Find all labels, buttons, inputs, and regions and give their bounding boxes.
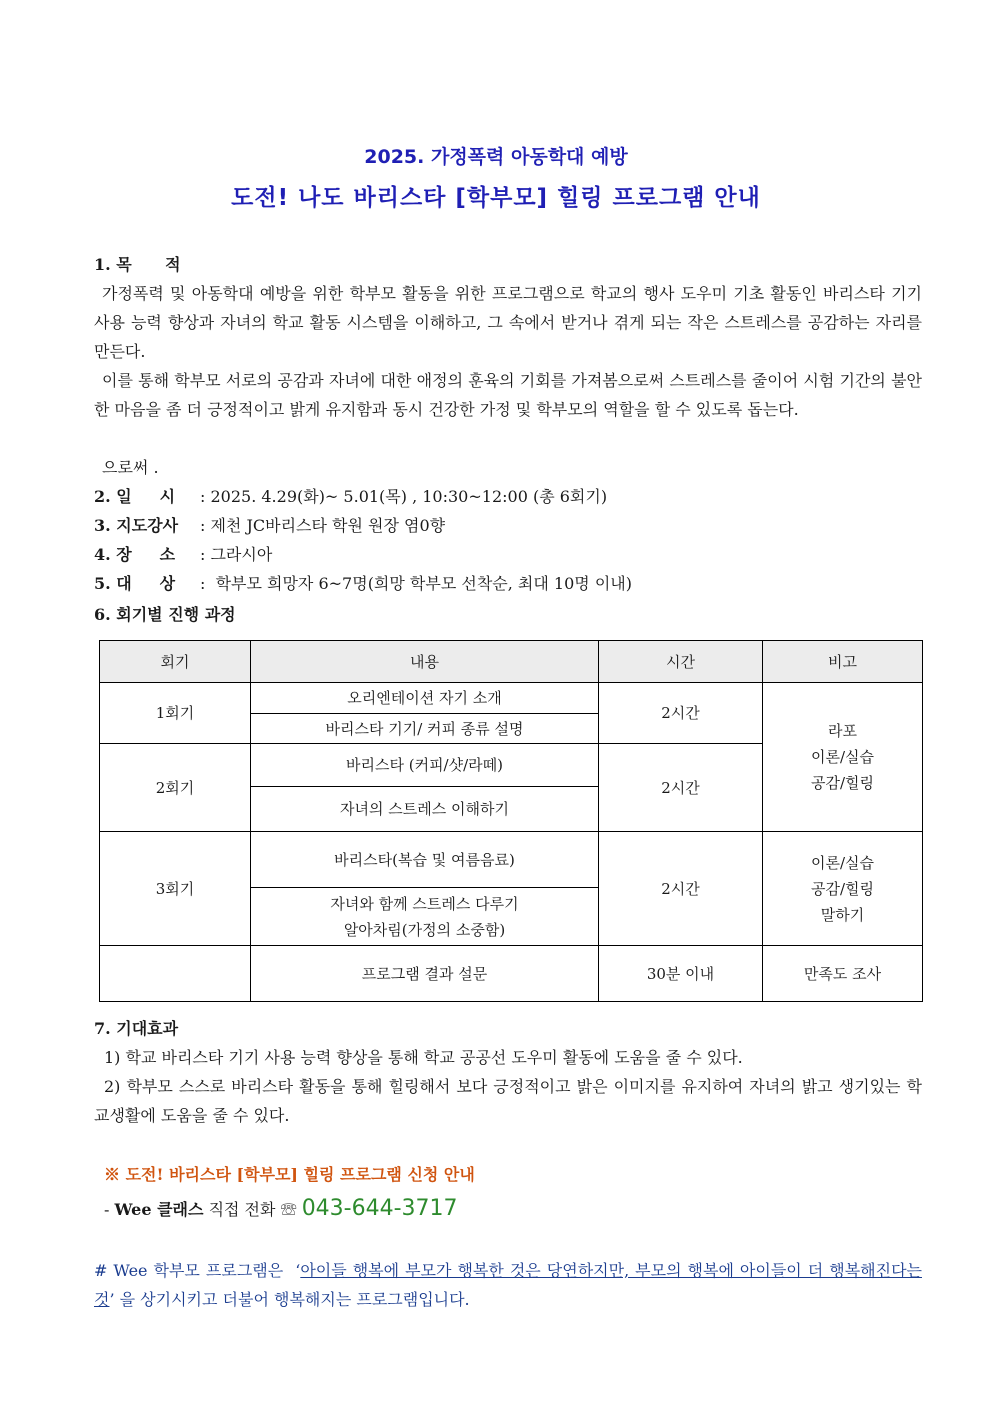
note-line: 라포 bbox=[828, 722, 857, 740]
time-cell: 30분 이내 bbox=[599, 946, 763, 1002]
direct-call-label: 직접 전화 bbox=[208, 1200, 276, 1219]
footer-suffix: ’ 을 상기시키고 더불어 행복해지는 프로그램입니다. bbox=[109, 1290, 470, 1309]
table-row bbox=[100, 946, 923, 1002]
table-header-cell: 회기 bbox=[100, 641, 251, 683]
table-header-row bbox=[100, 641, 923, 683]
schedule-heading: 6. 회기별 진행 과정 bbox=[94, 605, 236, 624]
purpose-paragraph-3: 으로써 . bbox=[102, 458, 159, 477]
info-label: 2. 일 시 bbox=[94, 487, 176, 506]
info-row-target bbox=[94, 569, 922, 598]
info-value: : 그라시아 bbox=[200, 545, 273, 564]
session-cell bbox=[100, 946, 251, 1002]
content-cell: 오리엔테이션 자기 소개 bbox=[251, 683, 599, 714]
time-cell: 2시간 bbox=[599, 832, 763, 946]
table-row bbox=[100, 683, 923, 714]
content-cell: 자녀의 스트레스 이해하기 bbox=[251, 787, 599, 832]
info-row-date bbox=[94, 482, 922, 511]
note-cell bbox=[763, 683, 923, 832]
note-cell: 만족도 조사 bbox=[763, 946, 923, 1002]
note-line: 이론/실습 bbox=[810, 748, 874, 766]
content-cell: 바리스타(복습 및 여름음료) bbox=[251, 832, 599, 888]
note-line: 이론/실습 bbox=[810, 853, 874, 872]
time-cell: 2시간 bbox=[599, 744, 763, 832]
effect-item-2: 2) 학부모 스스로 바리스타 활동을 통해 힐링해서 보다 긍정적이고 밝은 이미지를 유지하여 자녀의 밝고 생기있는 학교생활에 도움을 줄 수 있다. bbox=[94, 1077, 922, 1125]
info-row-instructor bbox=[94, 511, 922, 540]
page-title-line2: 도전! 나도 바리스타 [학부모] 힐링 프로그램 안내 bbox=[231, 185, 761, 211]
application-notice bbox=[104, 1160, 932, 1189]
content-line: 알아차림(가정의 소중함) bbox=[343, 920, 506, 939]
phone-number[interactable]: 043-644-3717 bbox=[301, 1196, 458, 1221]
notice-title: 도전! 바리스타 [학부모] 힐링 프로그램 신청 안내 bbox=[125, 1165, 475, 1184]
table-row bbox=[100, 832, 923, 888]
note-cell bbox=[763, 832, 923, 946]
note-line: 말하기 bbox=[820, 905, 865, 924]
content-cell bbox=[251, 888, 599, 946]
info-label: 5. 대 상 bbox=[94, 574, 176, 593]
content-cell: 프로그램 결과 설문 bbox=[251, 946, 599, 1002]
table-header-cell: 내용 bbox=[251, 641, 599, 683]
session-cell: 1회기 bbox=[100, 683, 251, 744]
effects-heading: 7. 기대효과 bbox=[94, 1019, 179, 1038]
wee-class-label: Wee 클래스 bbox=[114, 1200, 204, 1219]
time-cell: 2시간 bbox=[599, 683, 763, 744]
info-row-place bbox=[94, 540, 922, 569]
table-header-cell: 비고 bbox=[763, 641, 923, 683]
effect-item-1: 1) 학교 바리스타 기기 사용 능력 향상을 통해 학교 공공선 도우미 활동에 도움을 줄 수 있다. bbox=[104, 1048, 743, 1067]
phone-icon: ☏ bbox=[280, 1200, 297, 1219]
table-header-cell: 시간 bbox=[599, 641, 763, 683]
info-label: 4. 장 소 bbox=[94, 545, 176, 564]
note-line: 공감/힐링 bbox=[810, 879, 874, 898]
content-cell: 바리스타 (커피/샷/라떼) bbox=[251, 744, 599, 787]
info-value: : 학부모 희망자 6~7명(희망 학부모 선착순, 최대 10명 이내) bbox=[200, 574, 632, 593]
purpose-heading: 1. 목 적 bbox=[94, 255, 181, 274]
footer-prefix: # Wee 학부모 프로그램은 ‘ bbox=[94, 1261, 301, 1280]
content-cell: 바리스타 기기/ 커피 종류 설명 bbox=[251, 714, 599, 744]
dash: - bbox=[104, 1200, 110, 1219]
schedule-table bbox=[99, 640, 923, 1002]
session-cell: 2회기 bbox=[100, 744, 251, 832]
purpose-paragraph-2: 이를 통해 학부모 서로의 공감과 자녀에 대한 애정의 훈육의 기회를 가져봄으로써 스트레스를 줄이어 시험 기간의 불안한 마음을 좀 더 긍정적이고 밝게 유지함과 동시 건강한 가정 및 학부모의 역할을 할 수 있도록 돕는다. bbox=[94, 371, 922, 419]
info-value: : 2025. 4.29(화)~ 5.01(목) , 10:30~12:00 (총 6회기) bbox=[200, 487, 608, 506]
purpose-paragraph-1: 가정폭력 및 아동학대 예방을 위한 학부모 활동을 위한 프로그램으로 학교의 행사 도우미 기초 활동인 바리스타 기기 사용 능력 향상과 자녀의 학교 활동 시스템을 이해하고, 그 속에서 받거나 겪게 되는 작은 스트레스를 공감하는 자리를 만든다. bbox=[94, 284, 922, 361]
info-value: : 제천 JC바리스타 학원 원장 염0향 bbox=[200, 516, 446, 535]
note-line: 공감/힐링 bbox=[810, 774, 874, 792]
reference-mark-icon: ※ bbox=[104, 1165, 121, 1184]
contact-line bbox=[104, 1193, 932, 1226]
session-cell: 3회기 bbox=[100, 832, 251, 946]
footer-statement bbox=[94, 1256, 922, 1314]
footer-quote: 아이들 행복에 부모가 행복한 것은 당연하지만, 부모의 행복에 아이들이 더 행복해진다는 것 bbox=[94, 1261, 922, 1309]
page-title-line1: 2025. 가정폭력 아동학대 예방 bbox=[364, 146, 628, 168]
info-label: 3. 지도강사 bbox=[94, 516, 179, 535]
content-line: 자녀와 함께 스트레스 다루기 bbox=[330, 894, 519, 913]
